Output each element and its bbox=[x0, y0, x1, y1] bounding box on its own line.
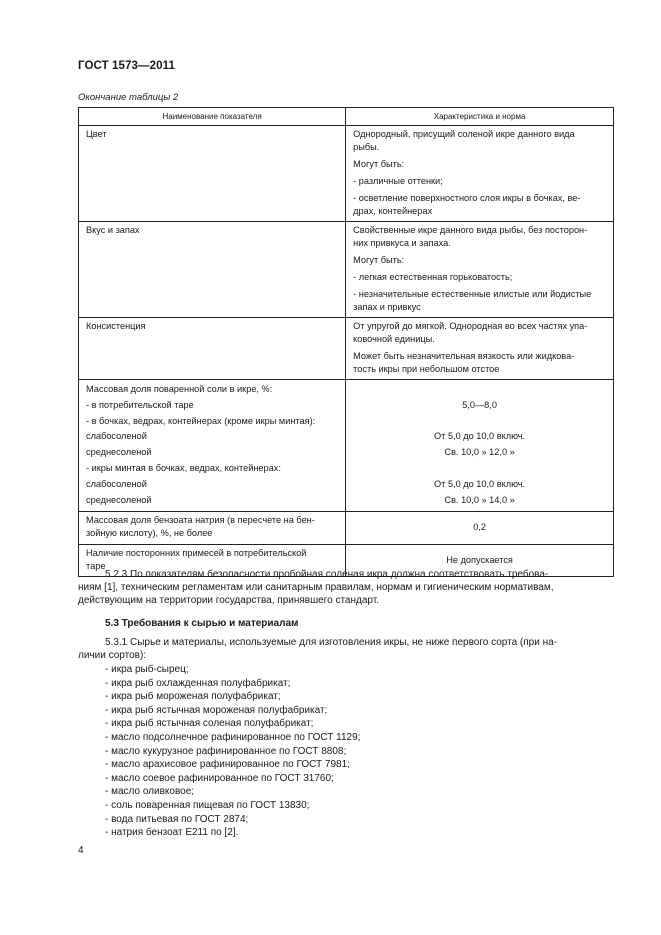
indicator-name: - икры минтая в бочках, ведрах, контейнерах: bbox=[86, 462, 281, 473]
list-item: - масло кукурузное рафинированное по ГОСТ 8808; bbox=[105, 745, 347, 757]
norm-line: Может быть незначительная вязкость или жидкова- bbox=[353, 351, 575, 361]
norm-line: 5,0—8,0 bbox=[462, 399, 497, 410]
indicator-name: слабосоленой bbox=[86, 478, 147, 489]
paragraph-line: 5.2.3 По показателям безопасности пробойная соленая икра должна соответствовать требова- bbox=[105, 569, 549, 580]
norm-line: - легкая естественная горьковатость; bbox=[353, 272, 513, 282]
indicator-name: среднесоленой bbox=[86, 494, 152, 505]
table-row bbox=[79, 512, 614, 545]
norm-cell bbox=[346, 380, 614, 512]
section-heading-5-3: 5.3 Требования к сырью и материалам bbox=[105, 618, 299, 629]
list-item: - икра рыб ястычная мороженая полуфабрикат; bbox=[105, 704, 328, 716]
indicator-name: таре bbox=[86, 561, 106, 572]
page-number: 4 bbox=[78, 845, 84, 856]
list-item: - масло арахисовое рафинированное по ГОСТ 7981; bbox=[105, 759, 350, 771]
indicator-name: Вкус и запах bbox=[86, 225, 140, 235]
document-header: ГОСТ 1573—2011 bbox=[78, 60, 175, 72]
indicator-name: зойную кислоту), %, не более bbox=[86, 528, 213, 539]
indicator-name: Массовая доля поваренной соли в икре, %: bbox=[86, 384, 273, 394]
indicator-name: Консистенция bbox=[86, 321, 146, 331]
paragraph-line: 5.3.1 Сырье и материалы, используемые для изготовления икры, не ниже первого сорта (при на- bbox=[105, 637, 558, 648]
table-header-row bbox=[79, 108, 614, 126]
indicator-cell bbox=[79, 380, 346, 512]
norm-cell bbox=[346, 126, 614, 222]
norm-line: От 5,0 до 10,0 включ. bbox=[434, 431, 526, 442]
norm-line: Св. 10,0 » 14,0 » bbox=[444, 494, 515, 505]
table-caption: Окончание таблицы 2 bbox=[78, 92, 179, 103]
list-item: - икра рыб ястычная соленая полуфабрикат; bbox=[105, 718, 314, 730]
list-item: - масло соевое рафинированное по ГОСТ 31760; bbox=[105, 772, 334, 784]
norm-line: Могут быть: bbox=[353, 255, 405, 265]
table-row bbox=[79, 380, 614, 512]
indicators-table bbox=[78, 107, 614, 577]
materials-list bbox=[105, 663, 360, 840]
paragraph-5-3-1 bbox=[78, 636, 614, 662]
norm-line: запах и привкус bbox=[353, 302, 421, 312]
indicator-name: Наличие посторонних примесей в потребительской bbox=[86, 548, 307, 559]
norm-line bbox=[353, 382, 606, 398]
table-row bbox=[79, 126, 614, 222]
norm-line: Могут быть: bbox=[353, 159, 405, 169]
norm-line: них привкуса и запаха. bbox=[353, 238, 451, 248]
norm-line: Св. 10,0 » 12,0 » bbox=[444, 447, 515, 458]
indicator-name: - в бочках, ведрах, контейнерах (кроме икры минтая): bbox=[86, 415, 316, 426]
table-row bbox=[79, 318, 614, 380]
norm-line: - незначительные естественные илистые или йодистые bbox=[353, 289, 592, 299]
list-item: - масло подсолнечное рафинированное по ГОСТ 1129; bbox=[105, 731, 361, 743]
paragraph-line: личии сортов): bbox=[78, 650, 147, 662]
norm-line: - различные оттенки; bbox=[353, 176, 443, 186]
indicator-name: Цвет bbox=[86, 129, 107, 139]
norm-line: ковочной единицы. bbox=[353, 334, 435, 344]
norm-line: драх, контейнерах bbox=[353, 206, 433, 216]
indicator-cell bbox=[79, 222, 346, 318]
table-row bbox=[79, 222, 614, 318]
norm-line: От 5,0 до 10,0 включ. bbox=[434, 478, 526, 489]
list-item: - икра рыб мороженая полуфабрикат; bbox=[105, 691, 281, 703]
list-item: - икра рыб охлажденная полуфабрикат; bbox=[105, 677, 291, 689]
indicator-name: слабосоленой bbox=[86, 431, 147, 442]
norm-line: - осветление поверхностного слоя икры в бочках, ве- bbox=[353, 193, 581, 203]
indicator-cell bbox=[79, 512, 346, 545]
column-header-indicator: Наименование показателя bbox=[79, 108, 346, 126]
norm-line bbox=[353, 414, 606, 430]
norm-line: рыбы. bbox=[353, 142, 380, 152]
norm-line: Не допускается bbox=[446, 554, 513, 565]
indicator-cell bbox=[79, 126, 346, 222]
indicator-name: Массовая доля бензоата натрия (в пересчете на бен- bbox=[86, 515, 315, 526]
paragraph-5-2-3 bbox=[78, 568, 614, 608]
paragraph-line: действующим на территории государства, принявшего стандарт. bbox=[78, 595, 379, 607]
indicator-cell bbox=[79, 318, 346, 380]
column-header-norm: Характеристика и норма bbox=[346, 108, 614, 126]
norm-line: Однородный, присущий соленой икре данного вида bbox=[353, 129, 575, 139]
norm-cell bbox=[346, 318, 614, 380]
indicator-name: среднесоленой bbox=[86, 447, 152, 458]
list-item: - натрия бензоат Е211 по [2]. bbox=[105, 827, 239, 839]
norm-line: 0,2 bbox=[473, 522, 486, 533]
list-item: - икра рыб-сырец; bbox=[105, 664, 189, 675]
list-item: - соль поваренная пищевая по ГОСТ 13830; bbox=[105, 799, 310, 811]
norm-line: От упругой до мягкой. Однородная во всех частях упа- bbox=[353, 321, 588, 331]
norm-line: Свойственные икре данного вида рыбы, без посторон- bbox=[353, 225, 588, 235]
list-item: - вода питьевая по ГОСТ 2874; bbox=[105, 813, 249, 825]
norm-cell bbox=[346, 222, 614, 318]
list-item: - масло оливковое; bbox=[105, 786, 195, 798]
norm-line bbox=[353, 461, 606, 477]
paragraph-line: ниям [1], техническим регламентам или санитарным правилам, нормам и гигиеническим нормативам, bbox=[78, 582, 554, 594]
indicator-name: - в потребительской таре bbox=[86, 399, 194, 410]
norm-line: тость икры при небольшом отстое bbox=[353, 364, 500, 374]
norm-cell bbox=[346, 512, 614, 545]
